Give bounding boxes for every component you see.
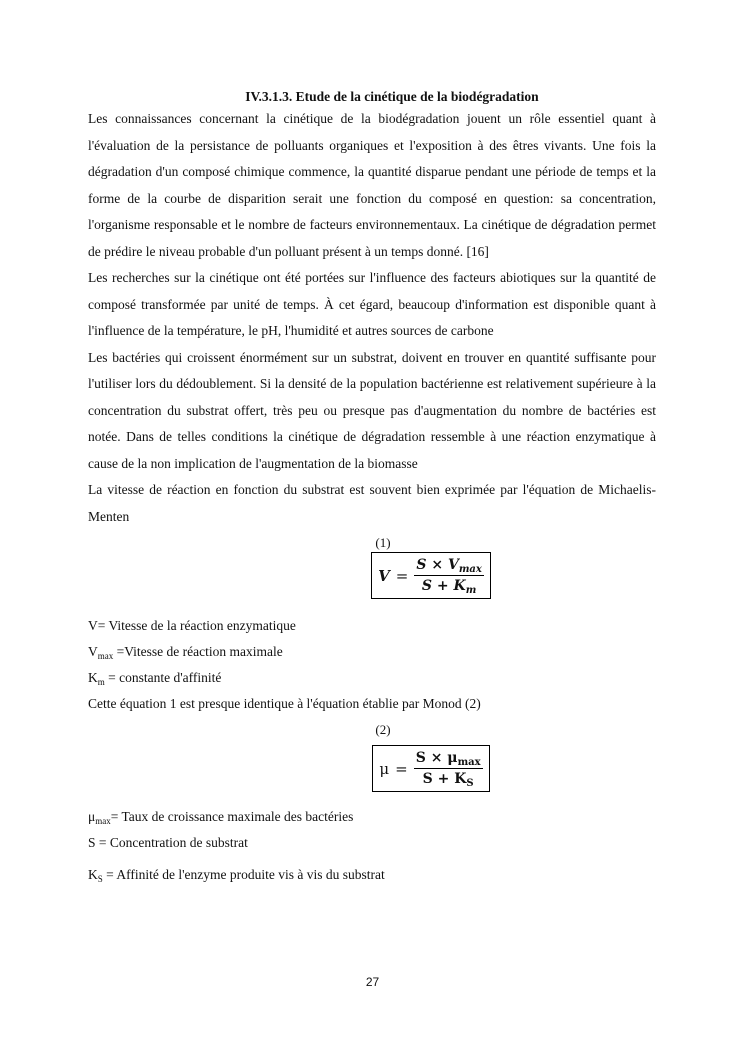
monod-sentence: Cette équation 1 est presque identique à l'équation établie par Monod (2) [88, 696, 481, 711]
equation-2-number: (2) [375, 722, 391, 737]
paragraph-research: Les recherches sur la cinétique ont été portées sur l'influence des facteurs abiotiques sur la quantité de composé transformée par unité de temps. À cet égard, beaucoup d'information est disponible quant à l'influence de la température, le pH, l'humidité et autres sources de carbone [88, 270, 656, 338]
equation-1-denominator: $S + K_m$ [421, 578, 477, 596]
definition-km: $K_m$ = constante d'affinité [88, 670, 222, 687]
definition-v: V= Vitesse de la réaction enzymatique [88, 618, 296, 633]
equation-2-fraction [414, 750, 483, 787]
page-number: 27 [365, 975, 380, 989]
section-heading: IV.3.1.3. Etude de la cinétique de la biodégradation [245, 89, 539, 104]
paragraph-michaelis: La vitesse de réaction en fonction du substrat est souvent bien exprimée par l'équation de Michaelis-Menten [88, 482, 656, 524]
equation-1-equals: = [395, 566, 409, 585]
equation-2-numerator: $S \times \mu_{max}$ [415, 750, 481, 768]
definition-s: S = Concentration de substrat [88, 835, 248, 850]
document-page [88, 88, 656, 888]
equation-1-number: (1) [375, 535, 391, 550]
equation-1-box [371, 552, 491, 599]
paragraph-intro: Les connaissances concernant la cinétique de la biodégradation jouent un rôle essentiel quant à l'évaluation de la persistance de polluants organiques et l'exposition à des êtres vivants. Une fois la dégradation d'un composé chimique commence, la quantité disparue pendant une période de temps et la forme de la courbe de disparition serait une fonction du composé en question: sa concentration, l'organisme responsable et le nombre de facteurs environnementaux. La cinétique de dégradation permet de prédire le niveau probable d'un polluant présent à un temps donné. [16] [88, 111, 656, 259]
equation-1-lhs: V [378, 566, 390, 585]
equation-2-box [372, 745, 489, 792]
definition-vmax: $V_{max}$ =Vitesse de réaction maximale [88, 644, 283, 661]
paragraph-bacteria: Les bactéries qui croissent énormément sur un substrat, doivent en trouver en quantité suffisante pour l'utiliser lors du dédoublement. Si la densité de la population bactérienne est relativement supérieure à la concentration du substrat offert, très peu ou presque pas d'augmentation du nombre de bactéries est notée. Dans de telles conditions la cinétique de dégradation ressemble à une réaction enzymatique à cause de la non implication de l'augmentation de la biomasse [88, 349, 656, 471]
equation-2-lhs: μ [379, 759, 390, 778]
definition-ks: $K_S$ = Affinité de l'enzyme produite vis à vis du substrat [88, 867, 385, 884]
equation-1-numerator: $S \times V_{max}$ [416, 557, 482, 575]
equation-2-equals: = [395, 759, 408, 778]
definition-mumax: $\mu_{max}=$ Taux de croissance maximale des bactéries [88, 809, 354, 826]
equation-1-fraction [414, 557, 483, 594]
equation-2-denominator: $S + K_S$ [422, 771, 474, 789]
